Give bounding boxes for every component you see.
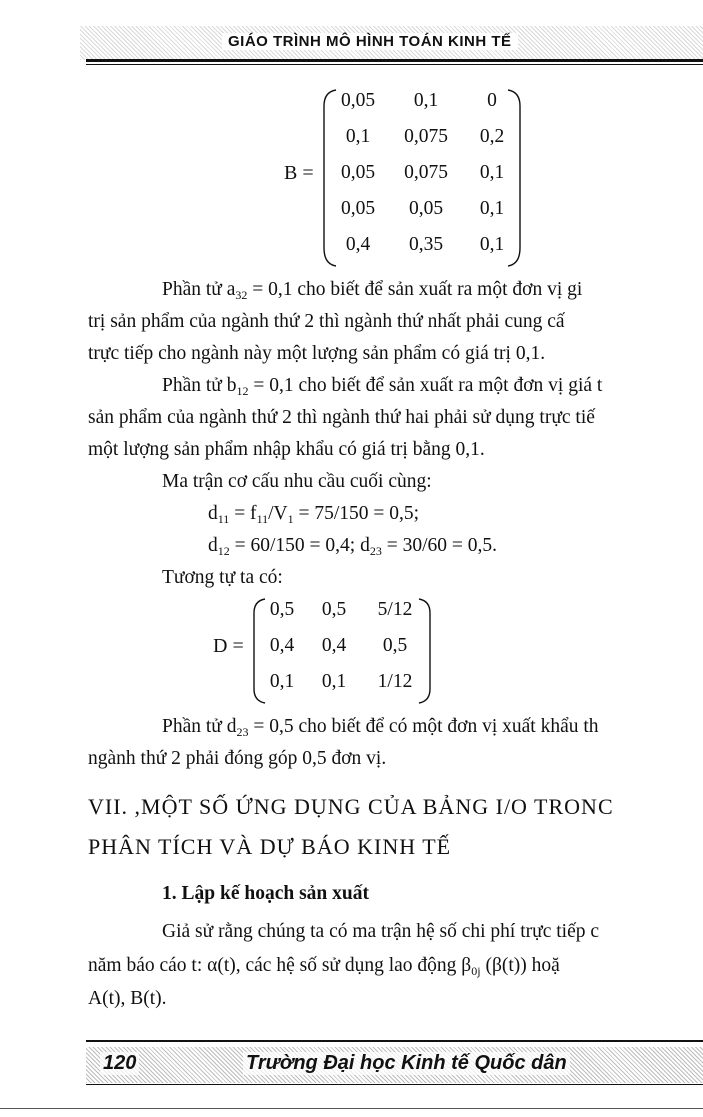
matrix-b-cell: 0,1 <box>345 126 371 147</box>
matrix-b-cell: 0,075 <box>404 126 448 147</box>
subsection-heading: 1. Lập kế hoạch sản xuất <box>162 883 369 904</box>
matrix-b-cell: 0,05 <box>408 198 444 219</box>
matrix-b-cell: 0,35 <box>408 234 444 255</box>
para-b12-line-2: sản phẩm của ngành thứ 2 thì ngành thứ hai phải sử dụng trực tiế <box>88 407 595 428</box>
matrix-d-cell: 5/12 <box>377 599 413 620</box>
matrix-b-cell: 0,05 <box>340 90 376 111</box>
section-title-line-2: PHÂN TÍCH VÀ DỰ BÁO KINH TẾ <box>88 834 452 859</box>
section-para-line-2: năm báo cáo t: α(t), các hệ số sử dụng lao động $\beta_{0j}$ (β(t)) hoặ <box>88 955 560 978</box>
matrix-b-cell: 0,1 <box>479 198 505 219</box>
scan-edge-line <box>0 1108 703 1109</box>
matrix-d-cell: 0,5 <box>269 599 295 620</box>
para-a32-line-3: trực tiếp cho ngành này một lượng sản phẩm có giá trị 0,1. <box>88 343 546 364</box>
matrix-b-cell: 0,1 <box>413 90 439 111</box>
running-header-title: GIÁO TRÌNH MÔ HÌNH TOÁN KINH TẾ <box>222 33 518 50</box>
matrix-b-cell: 0,05 <box>340 162 376 183</box>
header-rule-thin <box>86 64 703 65</box>
header-rule <box>86 59 703 62</box>
matrix-d-cell: 0,5 <box>382 635 408 656</box>
para-b12-line-3: một lượng sản phẩm nhập khẩu có giá trị bằng 0,1. <box>88 439 485 460</box>
matrix-b-cell: 0,1 <box>479 162 505 183</box>
matrix-d-cell: 0,1 <box>269 671 295 692</box>
section-title-line-1: VII. ,MỘT SỐ ỨNG DỤNG CỦA BẢNG I/O TRONC <box>88 794 614 819</box>
matrix-d-cell: 1/12 <box>377 671 413 692</box>
final-demand-eq-1: $d_{11} = f_{11}/V_1 = 75/150 = 0,5$; <box>208 503 420 526</box>
section-para-line-3: A(t), B(t). <box>88 988 167 1009</box>
matrix-b-cell: 0,2 <box>479 126 505 147</box>
matrix-d-cell: 0,5 <box>321 599 347 620</box>
similar-text: Tương tự ta có: <box>162 567 283 588</box>
matrix-b-cell: 0,4 <box>345 234 371 255</box>
section-para-line-1: Giả sử rằng chúng ta có ma trận hệ số chi phí trực tiếp c <box>162 921 599 942</box>
matrix-d-cell: 0,4 <box>269 635 295 656</box>
matrix-d-label: D = <box>213 635 244 657</box>
matrix-b-label: B = <box>284 162 314 184</box>
para-a32-line-1: Phần tử $a_{32} = 0,1$ cho biết để sản xuất ra một đơn vị gi <box>162 279 583 302</box>
matrix-b-cell: 0 <box>487 90 497 111</box>
final-demand-intro: Ma trận cơ cấu nhu cầu cuối cùng: <box>162 471 432 492</box>
matrix-d-cell: 0,4 <box>321 635 347 656</box>
matrix-b-cell: 0,075 <box>404 162 448 183</box>
matrix-d <box>252 597 432 705</box>
footer-rule-thin <box>86 1084 703 1085</box>
para-d23-line-2: ngành thứ 2 phải đóng góp 0,5 đơn vị. <box>88 748 387 769</box>
page-number: 120 <box>100 1052 139 1075</box>
para-d23-line-1: Phần tử $d_{23} = 0,5$ cho biết để có một đơn vị xuất khẩu th <box>162 716 599 739</box>
matrix-b-cell: 0,1 <box>479 234 505 255</box>
matrix-b-cell: 0,05 <box>340 198 376 219</box>
para-b12-line-1: Phần tử $b_{12} = 0,1$ cho biết để sản xuất ra một đơn vị giá t <box>162 375 603 398</box>
matrix-d-cell: 0,1 <box>321 671 347 692</box>
matrix-b <box>322 88 522 268</box>
footer-rule <box>86 1040 703 1042</box>
footer-school-name: Trường Đại học Kinh tế Quốc dân <box>243 1052 570 1075</box>
para-a32-line-2: trị sản phẩm của ngành thứ 2 thì ngành thứ nhất phải cung cấ <box>88 311 565 332</box>
final-demand-eq-2: $d_{12} = 60/150 = 0,4$; $d_{23} = 30/60 = 0,5$. <box>208 535 498 558</box>
